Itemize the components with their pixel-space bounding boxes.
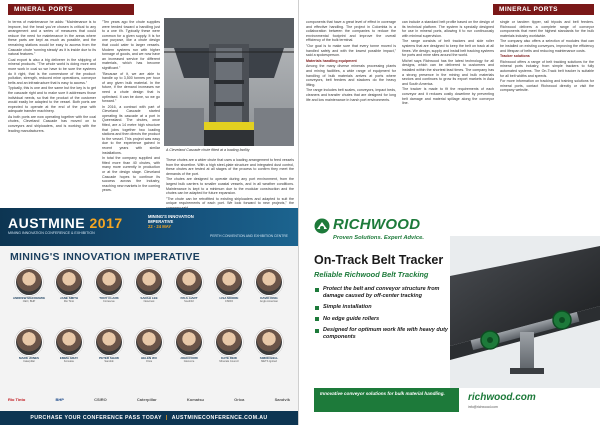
subheading: Materials handling equipment <box>306 58 357 63</box>
speaker-card <box>129 268 169 303</box>
richwood-tagline: Proven Solutions. Expert Advice. <box>333 235 424 241</box>
speaker-photo <box>135 328 163 356</box>
speaker-name: EMMA GRAY <box>59 356 79 360</box>
richwood-brand: RICHWOOD <box>333 216 421 233</box>
speaker-card <box>249 328 289 363</box>
austmine-year: 2017 <box>89 215 123 231</box>
speaker-card <box>49 328 89 363</box>
sponsor-strip <box>8 394 290 405</box>
austmine-banner <box>0 208 298 246</box>
photo-caption: A Cleveland Cascade chute fitted at a loading facility <box>166 148 250 152</box>
speaker-name: HELEN WU <box>141 356 157 360</box>
speaker-role: Minerals Council <box>219 360 239 364</box>
speaker-name: MARK JONES <box>18 356 39 360</box>
speaker-grid <box>8 268 290 392</box>
left-section-header: MINERAL PORTS <box>8 4 134 15</box>
austmine-cta-bar[interactable] <box>0 411 298 425</box>
paragraph: Coal export is also a big deliverer in the shipping of mineral products. "The whole world is doing more and more work in coal so we have to be sure the systems do it right, that is the cornerstone of the product: pollution, strength, reduced mine operations, conveyor belts and an infrastructure that is easy to access." <box>8 57 96 85</box>
austmine-tagline: MINING INNOVATION CONFERENCE & EXHIBITION <box>8 231 95 235</box>
speaker-card <box>249 268 289 303</box>
belt-tracker-image <box>450 236 600 388</box>
paragraph: Michel says Richwood has the latest technology for all designs, which can be delivered to customers and installed within the shortest lead times. The company has a strong presence in the mining and bulk materials sectors and continues to grow its export markets in Asia and South America. <box>402 58 494 86</box>
left-col-1 <box>8 20 96 206</box>
feature-text: Designed for optimum work life with heavy duty components <box>323 327 448 340</box>
cta-text[interactable]: PURCHASE YOUR CONFERENCE PASS TODAY <box>30 415 162 421</box>
theme-line-1: MINING'S INNOVATION <box>148 214 194 219</box>
speaker-photo <box>255 328 283 356</box>
speaker-name: SARAH LEE <box>140 296 158 300</box>
paragraph: components that have a great level of effect in coverage and effective handling. The project in Colombia is a collaboration between the companies to reduce the environmental footprint and improve the overall efficiency of the bulk terminal. <box>306 20 396 43</box>
speaker-photo <box>95 328 123 356</box>
paragraph: The chutes are designed to operate during any port environment, from the largest bulk carriers to smaller coastal vessels, and in all weather conditions. Maintenance is kept to a minimum due to the modular construction and the chutes can be adapted for future expansion. <box>166 177 294 196</box>
product-title: On-Track Belt Tracker <box>314 253 444 267</box>
speaker-name: TONY CLARK <box>99 296 119 300</box>
paragraph: The range includes belt scales, conveyors, impact beds, cleaners and transfer chutes that are designed for long life and low maintenance in harsh port environments. <box>306 88 396 102</box>
speaker-card <box>9 268 49 303</box>
paragraph: For more information on tracking and training solutions for mineral ports, contact Richwood directly or visit the company website. <box>500 79 594 93</box>
bullet-icon <box>315 306 319 310</box>
richwood-logo <box>314 216 464 246</box>
sponsor-logo: Caterpillar <box>136 397 157 402</box>
bullet-icon <box>315 288 319 292</box>
speaker-role: Fortescue <box>103 300 115 304</box>
right-col-2 <box>402 20 494 206</box>
product-subtitle: Reliable Richwood Belt Tracking <box>314 270 429 279</box>
speaker-role: Orica <box>145 360 153 364</box>
paragraph: "Because of it, we are able to handle up to 3,500 tonnes per hour of any given bulk material. In the future, if the demand increases we need a chute design that is optimised. It can be done, so we go forward." <box>102 71 160 104</box>
speaker-card <box>169 268 209 303</box>
right-col-3 <box>500 20 594 206</box>
speaker-card <box>49 268 89 303</box>
austmine-logo <box>8 215 123 231</box>
chute-photo <box>164 18 294 146</box>
speaker-photo <box>215 328 243 356</box>
bullet-icon <box>315 329 319 333</box>
speaker-photo <box>255 268 283 296</box>
paragraph: Richwood offers a range of belt tracking solutions for the mineral ports industry, from simple trackers to fully automated systems. The On-Track belt tracker is suitable for all belt widths and speeds. <box>500 59 594 78</box>
speaker-name: KATE REID <box>221 356 237 360</box>
cta-url[interactable]: AUSTMINECONFERENCE.COM.AU <box>171 415 268 421</box>
speaker-photo <box>95 268 123 296</box>
speaker-photo <box>15 268 43 296</box>
paragraph: The range consists of belt trackers and side roller systems that are designed to keep the belt on track at all times. We design, supply and install belt tracking systems for ports and mine sites around the world. <box>402 39 494 58</box>
left-col-3 <box>166 158 294 206</box>
paragraph: In total the company supplied and fitted more than 40 chutes, with many more currently in production or at the design stage. Cleveland Cascade hopes to continue its success across the industry, reaching new markets in the coming years. <box>102 156 160 193</box>
speaker-card <box>209 328 249 363</box>
speaker-role: CEO, BHP <box>22 300 36 304</box>
speaker-card <box>9 328 49 363</box>
paragraph: In terms of maintenance he adds: "Maintenance is to improve, but the head you've chosen is critical to any arrangement and a series of measures that could reduce the need for maintenance in the areas where these parts are kept as much as possible, and the remaining stations would be easy to access from the Cascade chute 'running steady' as it is inside due to its natural features." <box>8 20 96 57</box>
left-col-2 <box>102 20 160 206</box>
paragraph: "Our goal is to make sure that every tonne moved is handled safely and with the lowest possible impact," said a spokesperson. <box>306 43 396 58</box>
sponsor-logo: Sandvik <box>274 397 290 402</box>
event-date: 22 - 24 MAY <box>148 224 172 229</box>
speaker-card <box>89 328 129 363</box>
speaker-role: Sandvik <box>104 360 114 364</box>
paragraph: can include a standard belt profile based on the design of its technical platform. The system is specially designed for use in mineral ports, allowing it to run continuously with minimal supervision. <box>402 20 494 38</box>
paragraph: These chutes are a wider chute that uses a loading arrangement to feed vessels from the shoreline. With a high steel-plate structure and integrated dust control, these chutes are tested at all stages of the process to confirm they meet the demands of the port. <box>166 158 294 176</box>
speaker-photo <box>135 268 163 296</box>
speaker-photo <box>15 328 43 356</box>
speaker-name: PAUL HART <box>180 296 198 300</box>
paragraph: The company also offers a selection of modules that can be installed on existing conveyors, improving the efficiency and lifespan of belts and reducing maintenance costs. <box>500 39 594 53</box>
speaker-role: Caterpillar <box>23 360 35 364</box>
speaker-photo <box>215 268 243 296</box>
sponsor-logo: Orica <box>234 397 245 402</box>
sponsor-logo: CSIRO <box>94 397 107 402</box>
richwood-url[interactable]: richwood.com <box>468 392 536 403</box>
paragraph: Among the many diverse minerals processing plants and mining facilities, a wide range of equipment for handling of bulk materials arrives at ports where conveyors, belt feeders and stackers do the heavy lifting. <box>306 64 396 87</box>
right-col-1 <box>306 20 396 206</box>
paragraph: Typically, this is one and the same but the key is to get the cascade right and to make sure it addresses those individual needs, so that the product of the customer would easily be adapted to the vessel. Both ports are expected to operate at the end of the year with adequate transfer machinery. <box>8 86 96 114</box>
austmine-venue: PERTH CONVENTION AND EXHIBITION CENTRE <box>210 234 288 238</box>
paragraph: "The chute can be retrofitted to existing shiploaders and adapted to suit the unique requirements of each port. We look forward to new projects," the <box>166 196 294 206</box>
speaker-role: CSIRO <box>224 300 234 304</box>
speaker-photo <box>175 328 203 356</box>
speaker-role: South32 <box>184 300 194 304</box>
sponsor-logo: Rio Tinto <box>8 397 26 402</box>
paragraph: "Ten years ago the chute supplies were tended toward a handling just to a one t/h. Typically these were common for a given supply. It is for one purpose, like a chute design that could cater to larger vessels. Modern systems run with higher tonnage of goods, and we now have an increased service for different materials, which has become significant." <box>102 20 160 70</box>
feature-text: No edge guide rollers <box>323 315 380 322</box>
paragraph: The tracker is made to fit the requirements of each conveyor and it reduces costly downtime by preventing belt damage and material spillage along the conveyor line. <box>402 87 494 106</box>
speaker-card <box>209 268 249 303</box>
paragraph: In 2016, a contract with part of Cleveland Cascade started operating its cascade at a port in Queensland. The chutes, once fitted, are a 14 metre high structure that joins together two loading stations and then directs the product to the vessel. This project was easy due to the experience gained in recent years with similar installations. <box>102 104 160 155</box>
speaker-photo <box>55 268 83 296</box>
feature-text: Protect the belt and conveyor structure from damage caused by off-center tracking <box>323 286 440 299</box>
richwood-mark-icon <box>314 218 330 234</box>
richwood-advertisement[interactable] <box>300 208 600 425</box>
paragraph: single or tandem tipper, rail tripods and belt feeders. Richwood delivers a complete range of conveyor components that meet the highest standards for the bulk materials industry worldwide. <box>500 20 594 38</box>
austmine-logo-text: AUSTMINE <box>8 215 86 231</box>
speaker-role: Komatsu <box>63 360 75 364</box>
bullet-icon <box>315 317 319 321</box>
chute-photo-image <box>164 18 294 146</box>
subheading: Tracker solutions <box>500 54 530 59</box>
austmine-advertisement[interactable] <box>0 208 298 425</box>
sponsor-logo: Komatsu <box>186 397 204 402</box>
speaker-name: PETER SHAW <box>99 356 119 360</box>
richwood-contact[interactable]: info@richwood.com <box>468 405 498 409</box>
speaker-name: SIMON BELL <box>259 356 279 360</box>
speaker-role: Newcrest <box>143 300 155 304</box>
austmine-headline: MINING'S INNOVATION IMPERATIVE <box>10 251 201 263</box>
feature-list <box>314 286 454 346</box>
speaker-card <box>89 268 129 303</box>
feature-item <box>314 327 454 340</box>
feature-item <box>314 316 454 323</box>
sponsor-logo: BHP <box>55 397 64 402</box>
richwood-footer-box: Innovative conveyor solutions for bulk material handling. <box>314 388 459 412</box>
speaker-card <box>169 328 209 363</box>
feature-item <box>314 286 454 299</box>
speaker-name: ANDREW MACKENZIE <box>12 296 46 300</box>
speaker-photo <box>55 328 83 356</box>
feature-text: Simple installation <box>323 304 372 311</box>
speaker-name: JANE SMITH <box>59 296 79 300</box>
right-section-header: MINERAL PORTS <box>493 4 594 15</box>
speaker-name: DAVID KING <box>260 296 278 300</box>
speaker-role: Anglo American <box>259 300 279 304</box>
speaker-card <box>129 328 169 363</box>
speaker-photo <box>175 268 203 296</box>
speaker-role: Glencore <box>183 360 195 364</box>
speaker-role: METS Ignited <box>261 360 277 364</box>
speaker-name: JOHN FORD <box>180 356 198 360</box>
speaker-role: Rio Tinto <box>63 300 75 304</box>
theme-line-2: IMPERATIVE <box>148 219 174 224</box>
separator: | <box>165 415 168 421</box>
austmine-theme <box>148 214 194 229</box>
paragraph: As both ports are now operating together with the coal chutes, Cleveland Cascade has moved on to conveyors and shiploaders, and is working with the leading manufacturers. <box>8 114 96 133</box>
speaker-name: LISA MOORE <box>219 296 239 300</box>
feature-item <box>314 304 454 311</box>
